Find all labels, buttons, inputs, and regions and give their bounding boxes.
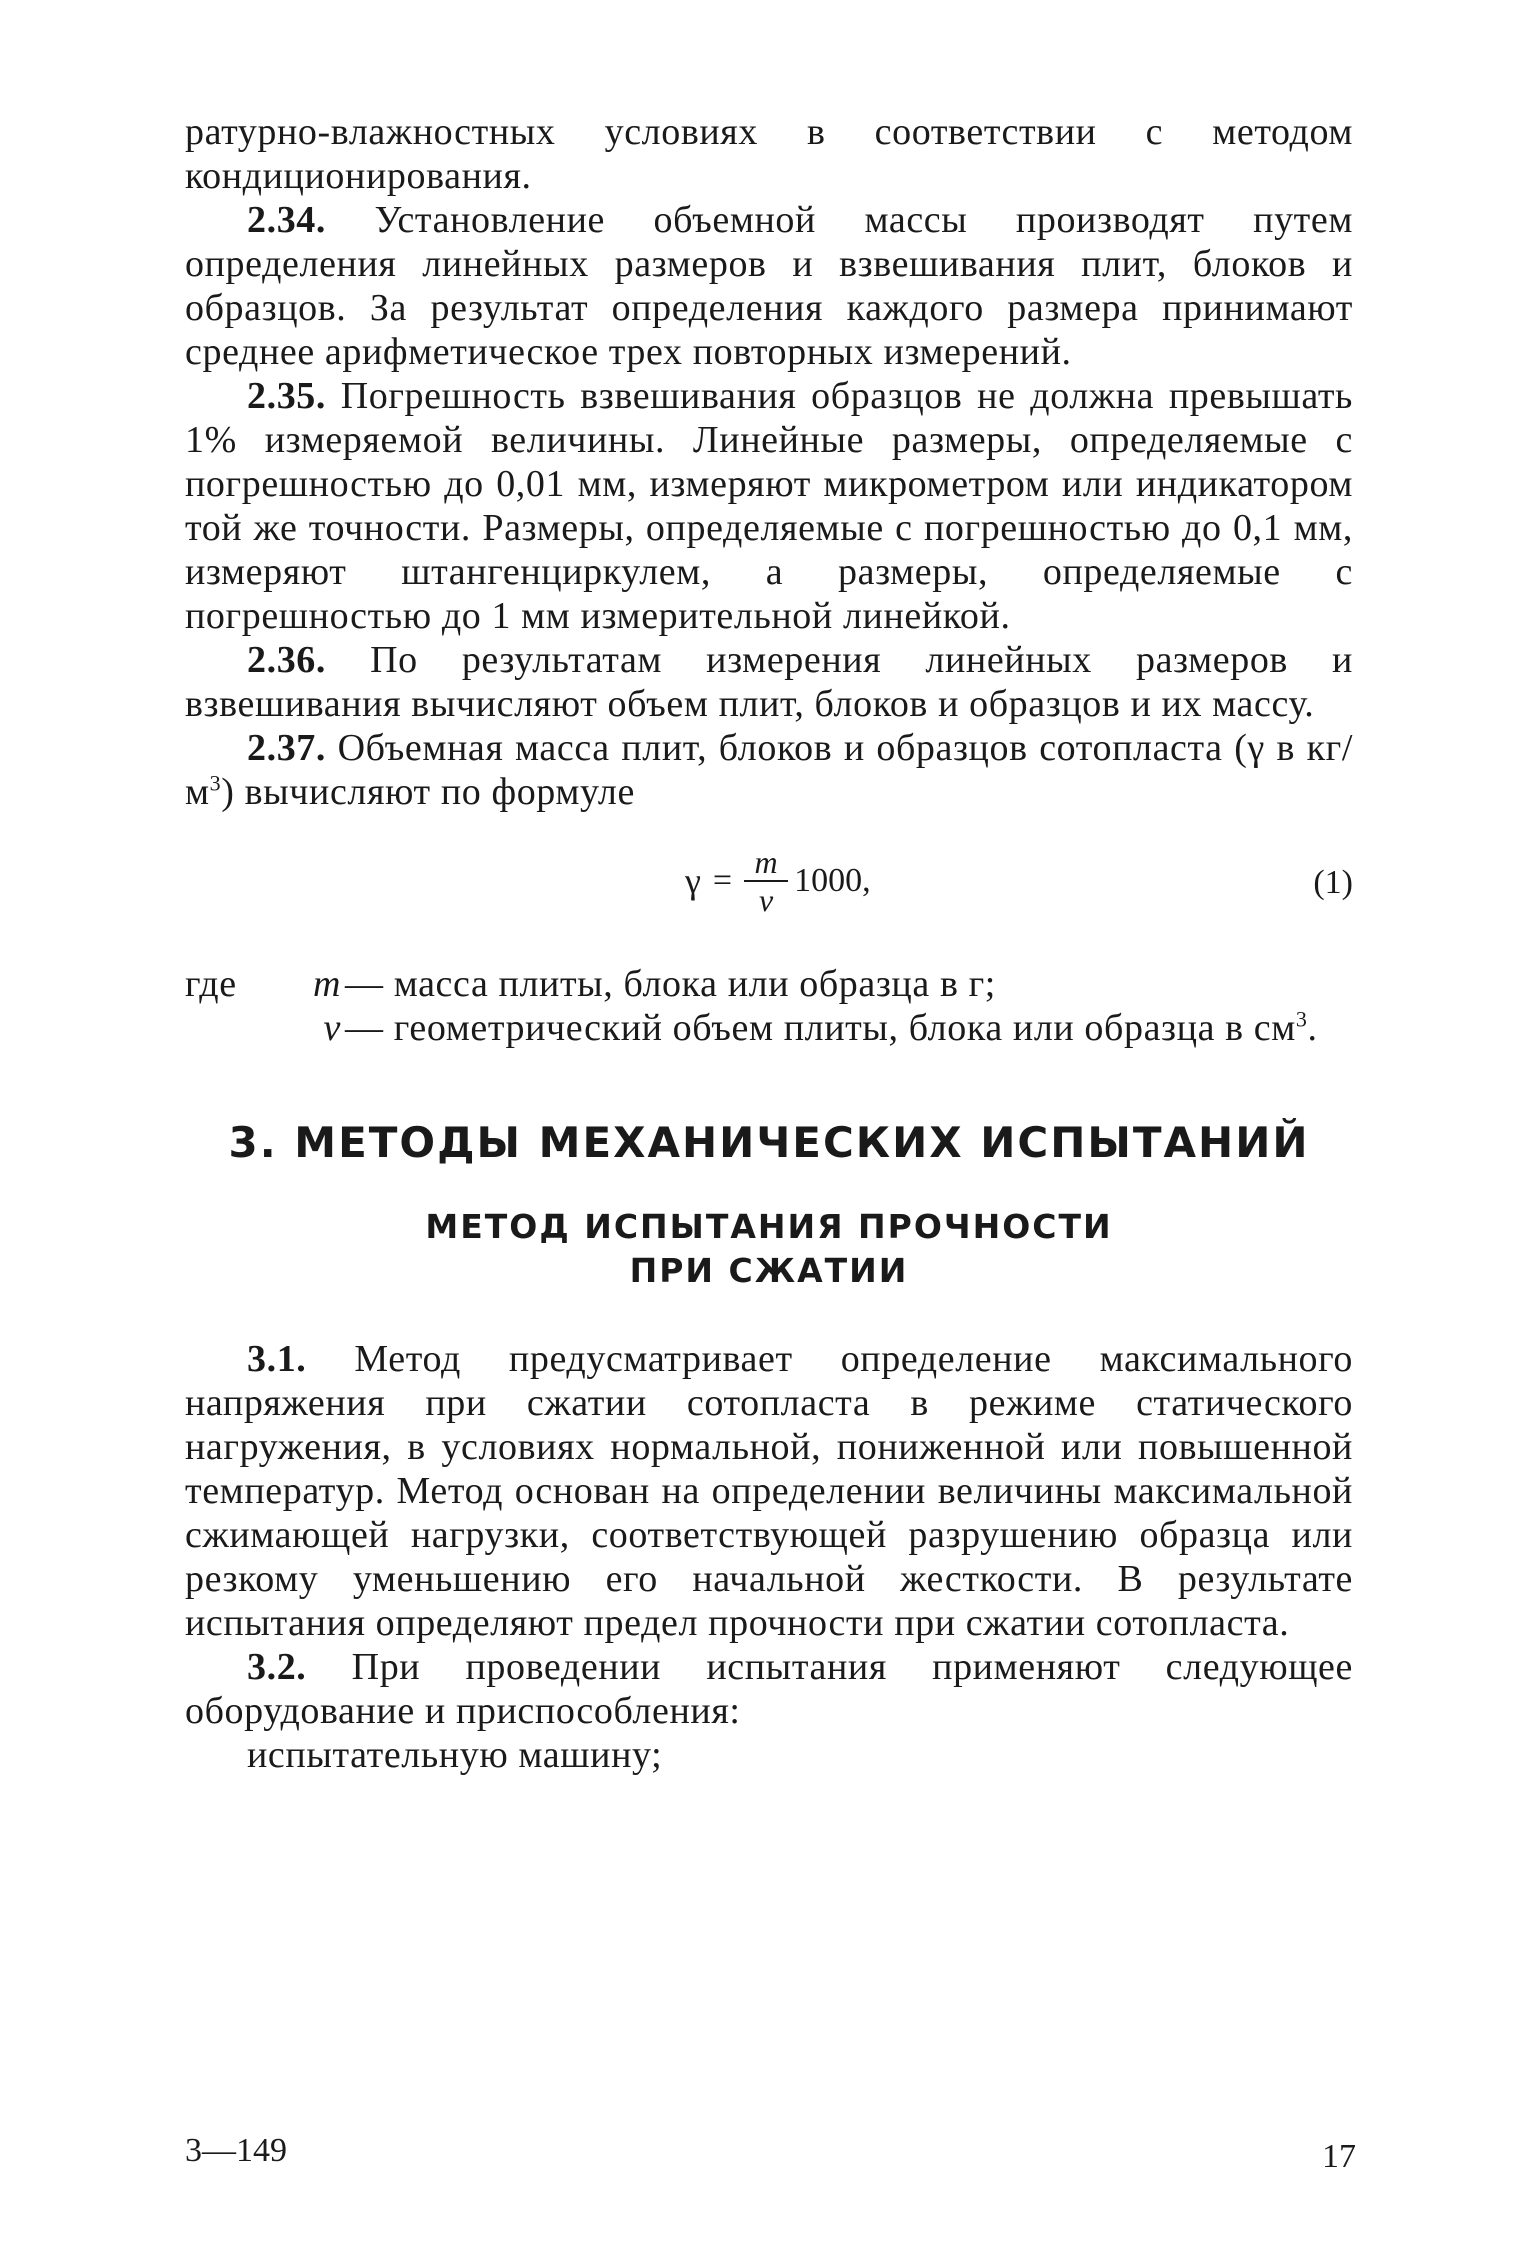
clause-text: Установление объемной массы производят путем определения линейных размеров и взвешивания плит, блоков и образцов. За результат определения каждого размера принимают среднее арифметическое трех повторных измерений. [185, 199, 1353, 373]
formula-equals: = [712, 862, 733, 899]
paragraph-3-1 [185, 1337, 1353, 1645]
text-column [185, 110, 1353, 1777]
legend-symbol: v [323, 1007, 341, 1049]
page-number: 17 [1322, 2138, 1356, 2175]
clause-text: Объемная масса плит, блоков и образцов сотопласта (γ в кг/м [185, 727, 1353, 813]
clause-number: 3.1. [247, 1338, 307, 1380]
fraction-numerator: m [754, 844, 778, 880]
clause-text: При проведении испытания применяют следующее оборудование и приспособления: [185, 1646, 1353, 1732]
clause-text: Метод предусматривает определение максимального напряжения при сжатии сотопласта в режиме статического нагружения, в условиях нормальной, пониженной или повышенной температур. Метод основан на определении величины максимальной сжимающей нагрузки, соответствующей разрушению образца или резкому уменьшению его начальной жесткости. В результате испытания определяют предел прочности при сжатии сотопласта. [185, 1338, 1353, 1644]
formula-expression [685, 844, 871, 918]
print-signature: 3—149 [185, 2132, 287, 2169]
superscript: 3 [209, 770, 222, 796]
legend-row-v [185, 1006, 1353, 1050]
section-subtitle [185, 1205, 1353, 1293]
formula-number: (1) [1313, 864, 1353, 901]
clause-text: По результатам измерения линейных размеров и взвешивания вычисляют объем плит, блоков и образцов и их массу. [185, 639, 1353, 725]
legend-row-m [185, 962, 1353, 1006]
legend-symbol: m [312, 963, 341, 1005]
list-item: испытательную машину; [247, 1734, 663, 1776]
fraction-denominator: v [759, 882, 774, 918]
formula-lhs: γ [685, 861, 701, 901]
paragraph-2-37 [185, 726, 1353, 814]
subtitle-line: ПРИ СЖАТИИ [629, 1251, 909, 1290]
clause-text: Погрешность взвешивания образцов не должна превышать 1% измеряемой величины. Линейные размеры, определяемые с погрешностью до 0,01 мм, измеряют микрометром или индикатором той же точности. Размеры, определяемые с погрешностью до 0,1 мм, измеряют штангенциркулем, а размеры, определяемые с погрешностью до 1 мм измерительной линейкой. [185, 375, 1353, 637]
paragraph-2-35 [185, 374, 1353, 638]
legend-definition: — геометрический объем плиты, блока или образца в $см^3$. [345, 1006, 1318, 1049]
subtitle-line: МЕТОД ИСПЫТАНИЯ ПРОЧНОСТИ [425, 1207, 1113, 1246]
clause-number: 3.2. [247, 1646, 307, 1688]
paragraph-2-34 [185, 198, 1353, 374]
paragraph-2-36 [185, 638, 1353, 726]
paragraph-continuation: ратурно-влажностных условиях в соответствии с методом кондиционирования. [185, 111, 1353, 197]
paragraph-3-2 [185, 1645, 1353, 1733]
superscript: 3 [1295, 1006, 1308, 1032]
formula-1 [185, 836, 1353, 946]
clause-text-end: ) вычисляют по формуле [221, 771, 635, 813]
legend-definition: — масса плиты, блока или образца в г; [345, 963, 996, 1005]
formula-factor: 1000, [794, 862, 871, 899]
clause-number: 2.36. [247, 639, 326, 681]
variable-legend [185, 962, 1353, 1050]
section-title: 3. МЕТОДЫ МЕХАНИЧЕСКИХ ИСПЫТАНИЙ [228, 1118, 1310, 1167]
clause-number: 2.34. [247, 199, 326, 241]
clause-number: 2.35. [247, 375, 326, 417]
formula-fraction [744, 844, 788, 918]
clause-number: 2.37. [247, 727, 326, 769]
legend-label: где [185, 963, 237, 1005]
